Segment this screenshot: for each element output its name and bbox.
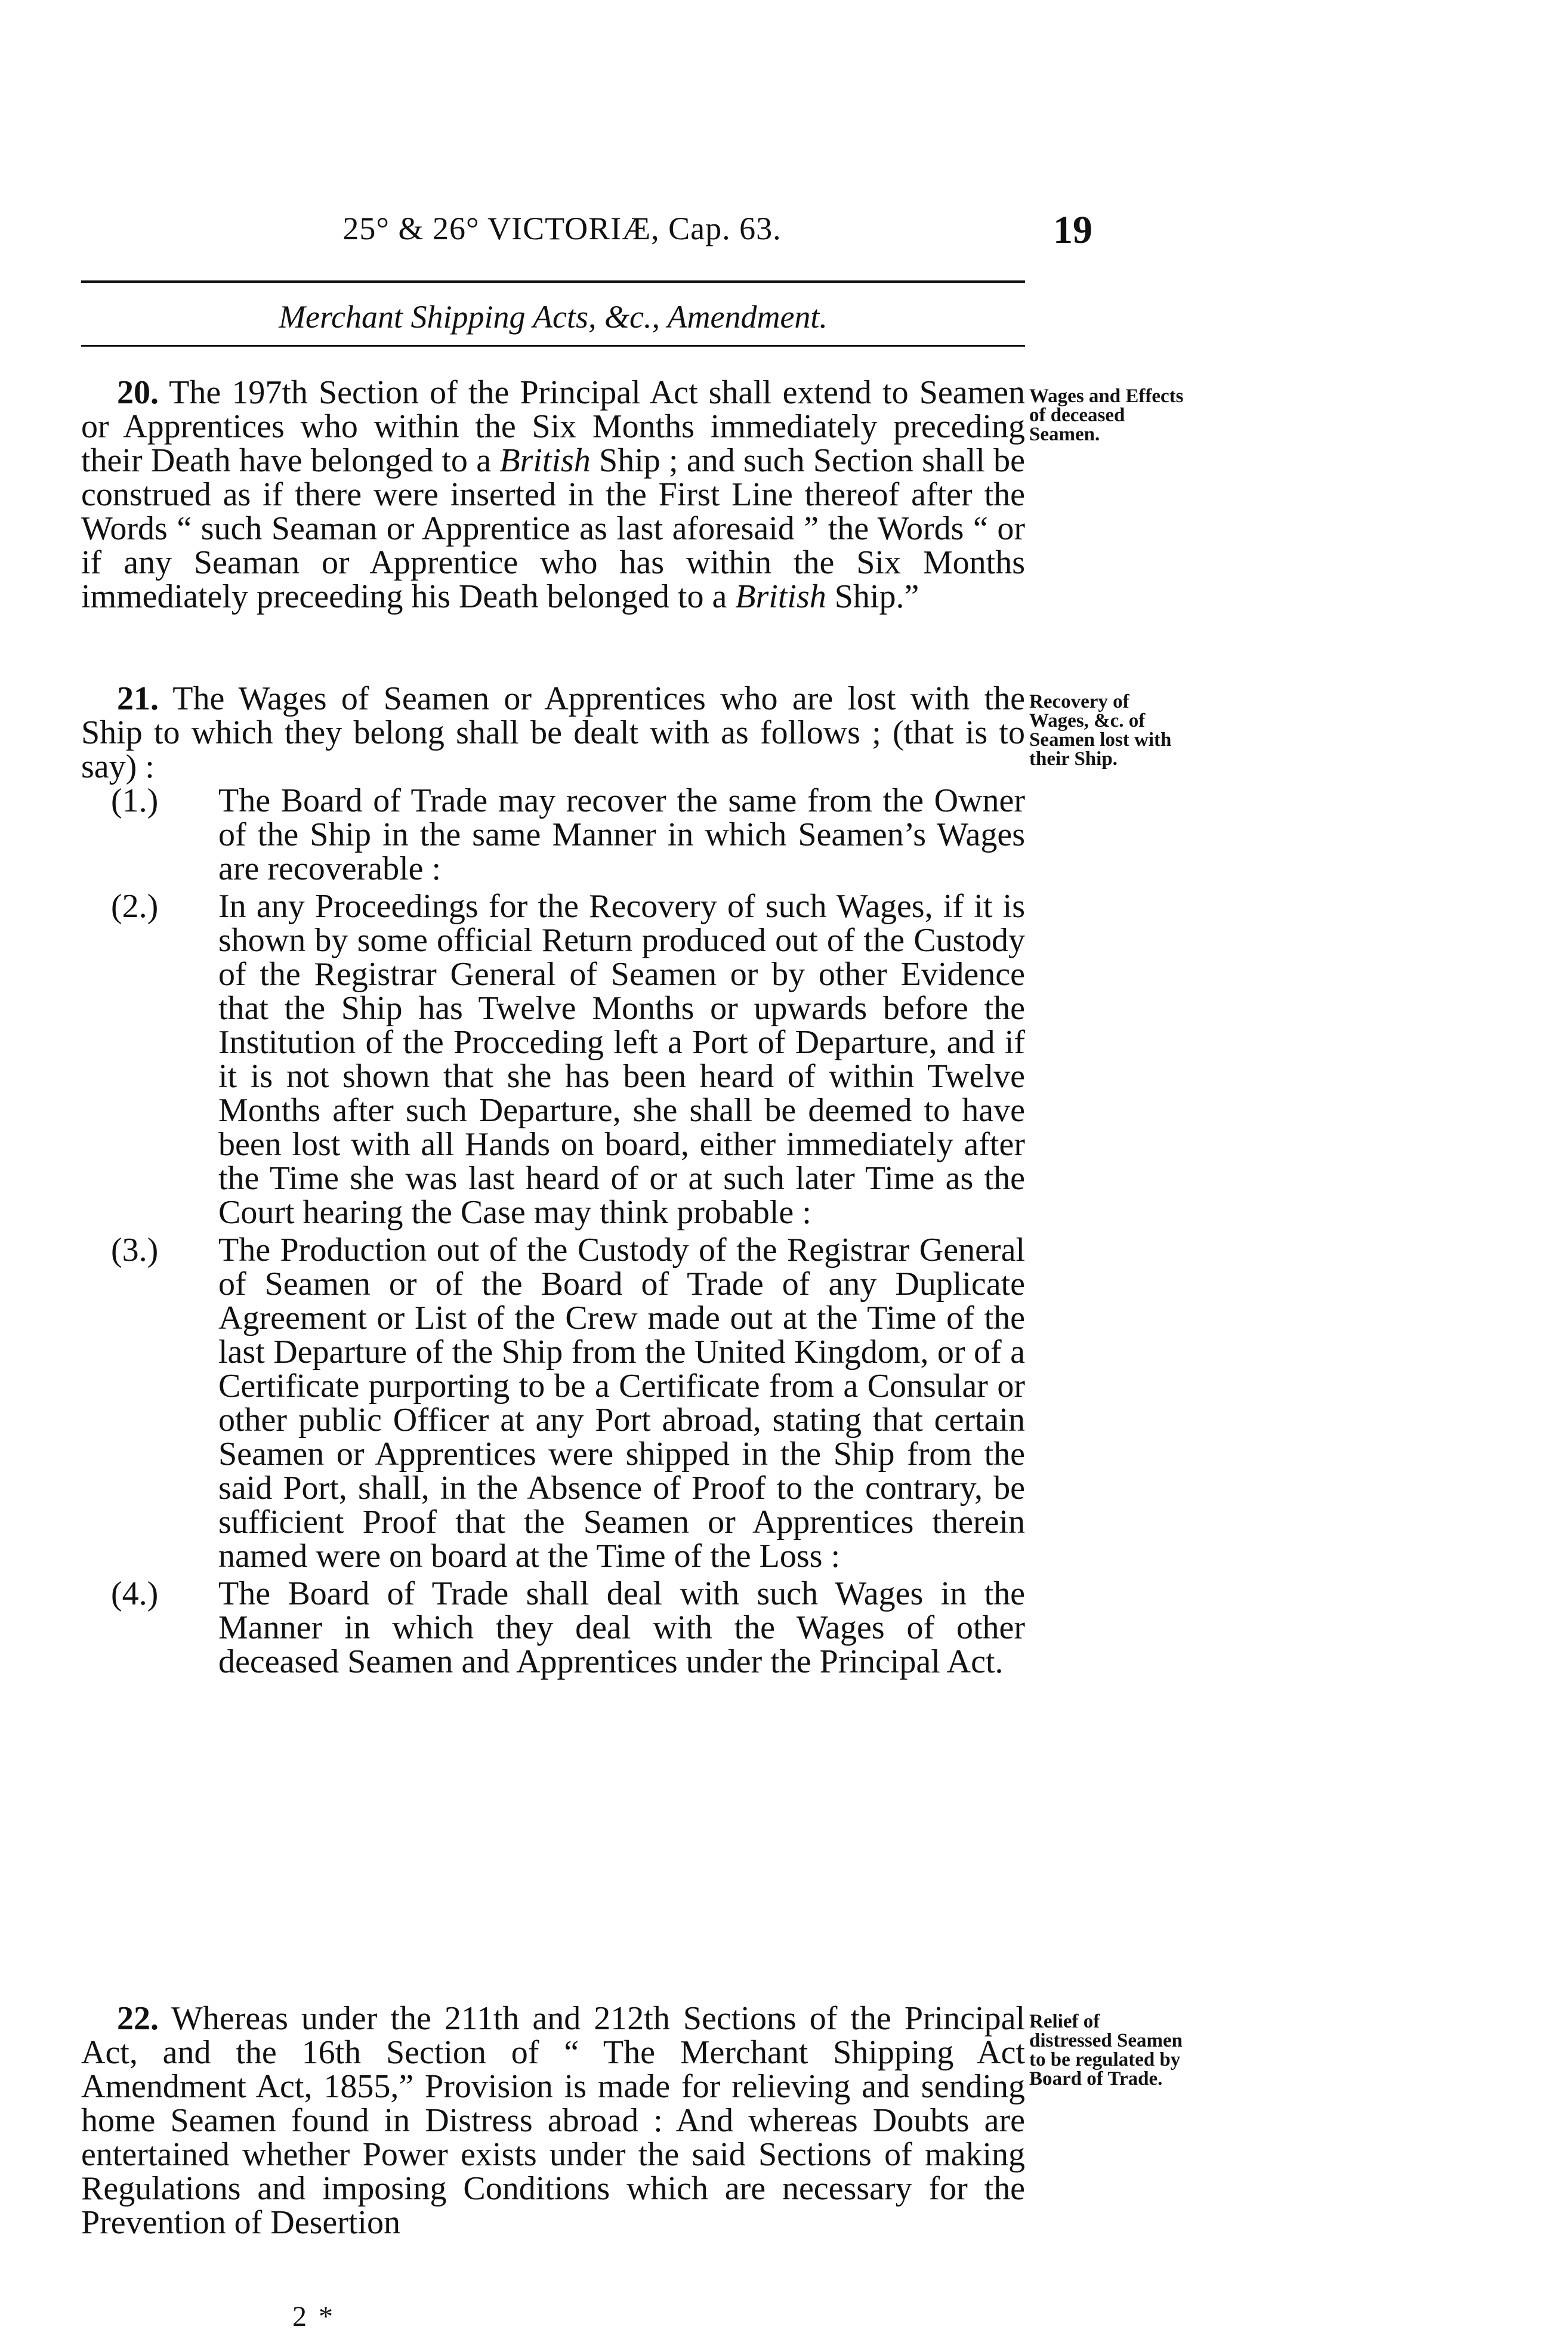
marginal-note: Relief of distressed Seamen to be regulated by Board of Trade. [1029,2011,1183,2090]
marginal-note: Recovery of Wages, &c. of Seamen lost with their Ship. [1029,691,1172,770]
section-text: Whereas under the 211th and 212th Sections of the Principal Act, and the 16th Section of “ The Merchant Shipping Act Amendment Act, 1855,” Provision is made for relieving and sending home Seamen found in Distress abroad : And whereas Doubts are entertained whether Power exists under the said Sections of making Regulations and imposing Conditions which are necessary for the Prevention of Desertion [81,2000,1025,2241]
section-number: 22. [117,2000,159,2037]
item-label: (1.) [111,782,159,819]
section-21-items [81,784,1025,1679]
section-text: Ship ; and such Section shall be construed as if there were inserted in the First Line thereof after the Words “ such Seaman or Apprentice as last aforesaid ” the Words “ or if any Seaman or Apprentice who has within the Six Months immediately preceeding his Death belonged to a [81,442,1026,615]
page-subtitle: Merchant Shipping Acts, &c., Amendment. [279,299,828,335]
page-number: 19 [1053,208,1092,252]
item-label: (3.) [111,1232,159,1269]
section-21-intro [81,682,1025,784]
list-item [81,784,1025,886]
list-item [81,890,1025,1230]
section-number: 21. [117,680,159,717]
item-label: (4.) [111,1575,159,1612]
item-label: (2.) [111,888,159,925]
italic-term: British [735,578,826,615]
italic-term: British [499,442,591,479]
list-item [81,1577,1025,1679]
section-text: Ship.” [826,578,919,615]
item-text: In any Proceedings for the Recovery of such Wages, if it is shown by some official Return produced out of the Custody of the Registrar General of Seamen or by other Evidence that the Ship has Twelve Months or upwards before the Institution of the Procceding left a Port of Departure, and if it is not shown that she has been heard of within Twelve Months after such Departure, she shall be deemed to have been lost with all Hands on board, either immediately after the Time she was last heard of or at such later Time as the Court hearing the Case may think probable : [218,888,1025,1231]
section-22 [81,2002,1025,2240]
section-text: The 197th Section of the Principal Act shall extend to Seamen or Apprentices who within the Six Months immediately preceding their Death have belonged to a [81,374,1025,479]
header-rule [81,280,1025,283]
list-item [81,1233,1025,1573]
section-20 [81,376,1025,614]
marginal-note: Wages and Effects of deceased Seamen. [1029,385,1184,445]
item-text: The Production out of the Custody of the Registrar General of Seamen or of the Board of Trade of any Duplicate Agreement or List of the Crew made out at the Time of the last Departure of the Ship from the United Kingdom, or of a Certificate purporting to be a Certificate from a Consular or other public Officer at any Port abroad, stating that certain Seamen or Apprentices were shipped in the Ship from the said Port, shall, in the Absence of Proof to the contrary, be sufficient Proof that the Seamen or Apprentices therein named were on board at the Time of the Loss : [218,1232,1025,1575]
item-text: The Board of Trade may recover the same from the Owner of the Ship in the same Manner in which Seamen’s Wages are recoverable : [218,782,1025,887]
section-number: 20. [117,374,159,411]
section-text: The Wages of Seamen or Apprentices who are lost with the Ship to which they belong shall be dealt with as follows ; (that is to say) : [81,680,1025,785]
running-head: 25° & 26° VICTORIÆ, Cap. 63. [342,211,782,246]
item-text: The Board of Trade shall deal with such Wages in the Manner in which they deal with the Wages of other deceased Seamen and Apprentices under the Principal Act. [218,1575,1025,1680]
subtitle-rule [81,345,1025,347]
signature-mark: 2 * [292,2301,335,2332]
